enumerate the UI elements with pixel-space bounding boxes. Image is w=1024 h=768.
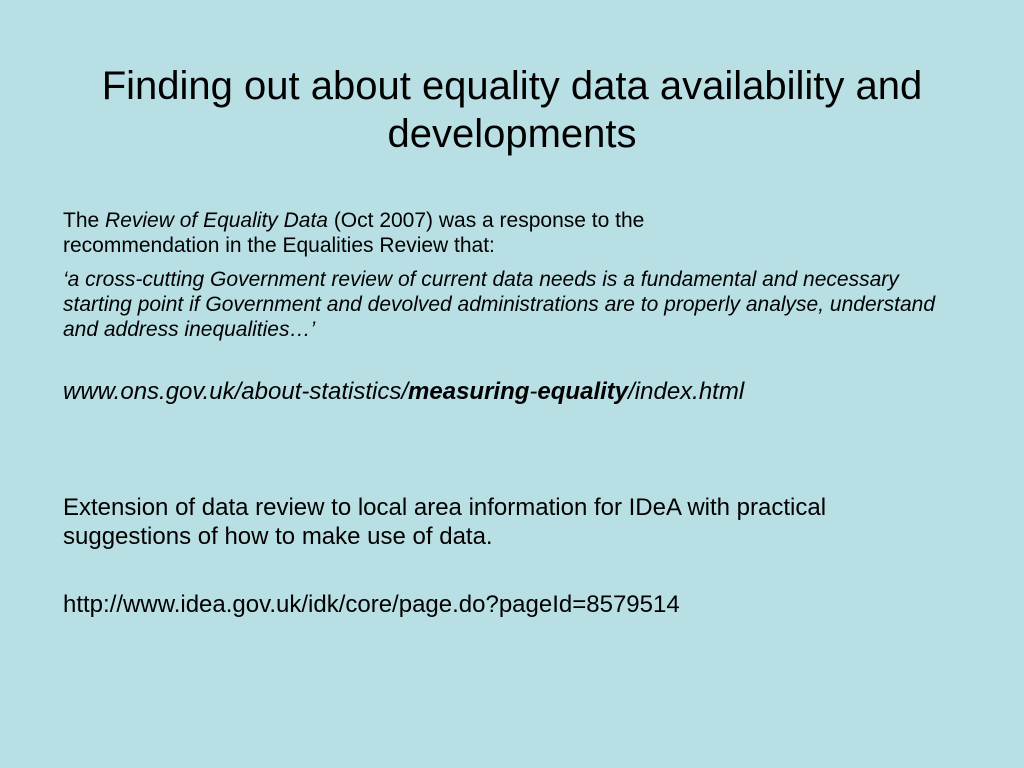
ons-link-part-3: - xyxy=(529,378,538,405)
doc-title: Review of Equality Data xyxy=(105,209,328,232)
intro-paragraph xyxy=(63,208,793,258)
slide-title: Finding out about equality data availability and developments xyxy=(101,64,923,156)
ons-link[interactable] xyxy=(63,378,744,405)
ons-link-part-4: equality xyxy=(537,378,629,405)
ons-link-part-5: /index.html xyxy=(628,378,745,405)
extension-paragraph: Extension of data review to local area information for IDeA with practical suggestions of how to make use of data. xyxy=(63,494,827,550)
idea-link-paragraph xyxy=(63,590,973,620)
idea-link[interactable]: http://www.idea.gov.uk/idk/core/page.do?pageId=8579514 xyxy=(63,591,680,618)
ons-link-part-1: www.ons.gov.uk/about-statistics/ xyxy=(63,378,409,405)
slide-body xyxy=(63,208,973,620)
intro-suffix: (Oct 2007) was a response to the recommendation in the Equalities Review that: xyxy=(63,209,645,257)
intro-prefix: The xyxy=(63,209,106,232)
ons-link-paragraph xyxy=(63,377,973,407)
quote-paragraph: ‘a cross-cutting Government review of current data needs is a fundamental and necessary starting point if Government and devolved administrations are to properly analyse, understand and address inequalities…’ xyxy=(63,268,935,341)
ons-link-part-2: measuring xyxy=(408,378,530,405)
